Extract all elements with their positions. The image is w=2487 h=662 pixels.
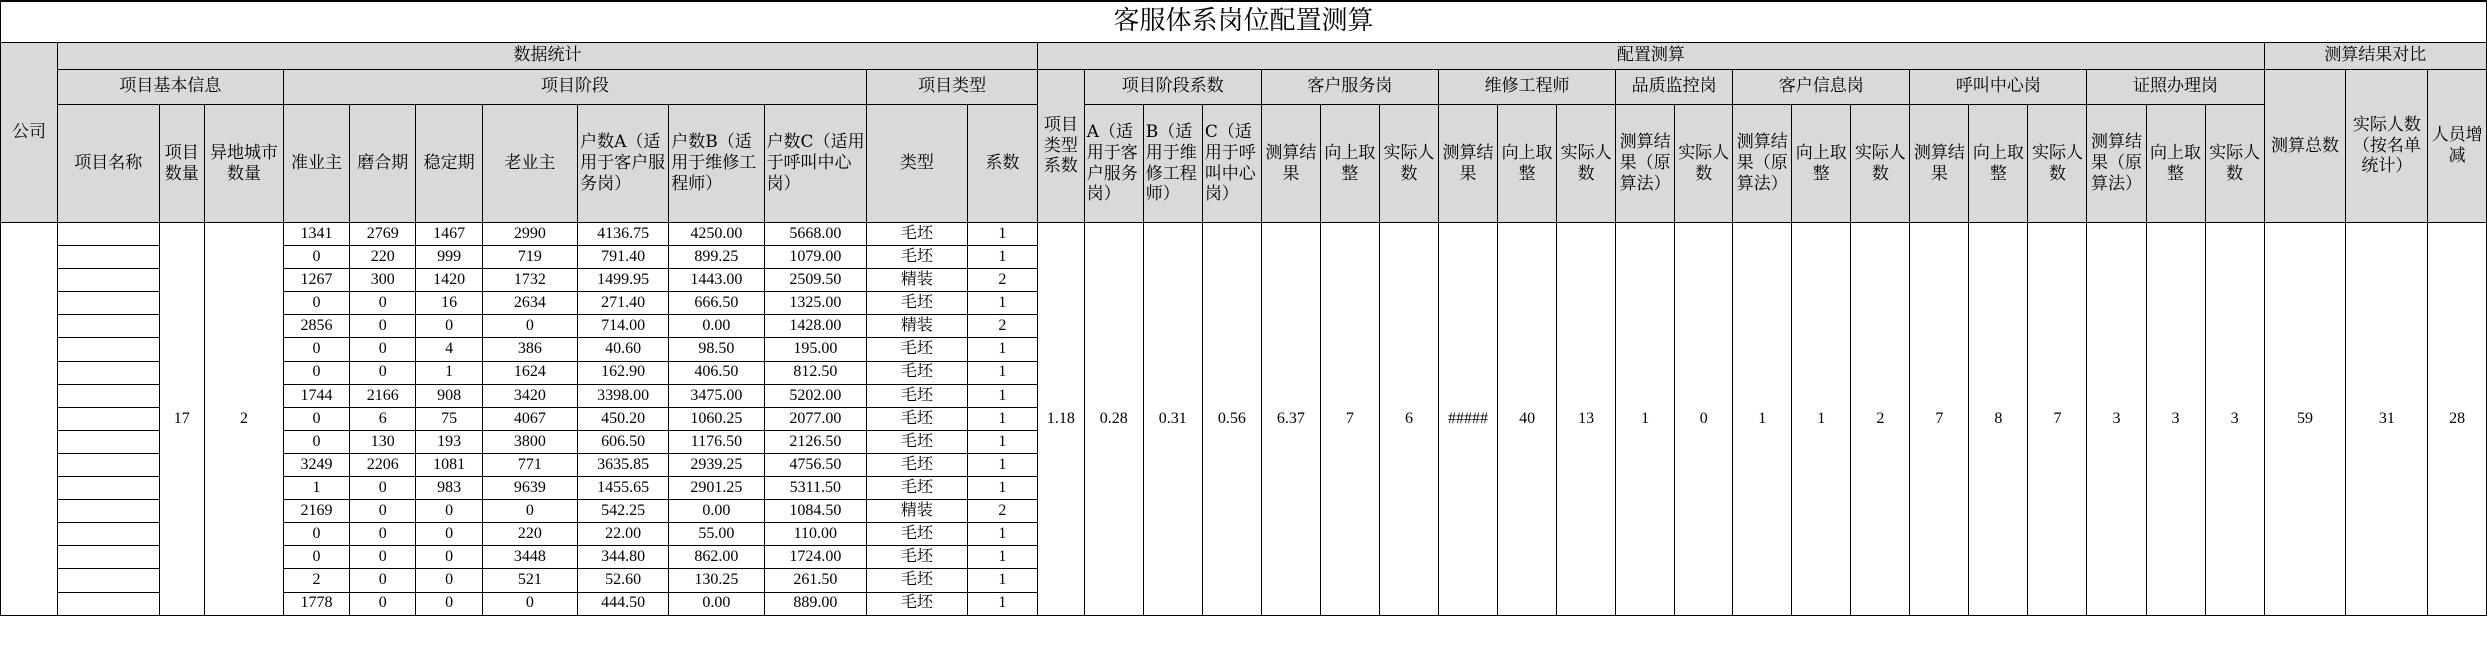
cs-calc-header: 测算结果 — [1261, 105, 1320, 223]
house-a-header: 户数A（适用于客户服务岗） — [578, 105, 669, 223]
project-name-cell — [57, 477, 159, 500]
project-name-cell — [57, 453, 159, 476]
a-coef-header: A（适用于客户服务岗） — [1084, 105, 1143, 223]
data-body — [1, 223, 2487, 616]
info-actual-header: 实际人数 — [1851, 105, 1910, 223]
type-cell: 毛坯 — [867, 477, 968, 500]
project-name-cell — [57, 269, 159, 292]
house-c-cell: 2077.00 — [764, 407, 867, 430]
project-count-header: 项目数量 — [159, 105, 205, 223]
old-owner-cell: 0 — [482, 500, 577, 523]
quasi-owner-header: 准业主 — [283, 105, 349, 223]
type-cell: 毛坯 — [867, 430, 968, 453]
stable-cell: 193 — [416, 430, 482, 453]
house-c-cell: 110.00 — [764, 523, 867, 546]
house-b-cell: 1443.00 — [669, 269, 764, 292]
old-owner-cell: 0 — [482, 592, 577, 615]
call-calc-value: 7 — [1910, 223, 1969, 616]
stable-cell: 0 — [416, 546, 482, 569]
coef-cell: 1 — [967, 569, 1037, 592]
type-header: 类型 — [867, 105, 968, 223]
maint-round-header: 向上取整 — [1498, 105, 1557, 223]
stable-cell: 16 — [416, 292, 482, 315]
company-header: 公司 — [1, 43, 58, 223]
running-in-cell: 0 — [350, 523, 416, 546]
old-owner-cell: 1624 — [482, 361, 577, 384]
quasi-owner-cell: 0 — [283, 246, 349, 269]
info-actual-value: 2 — [1851, 223, 1910, 616]
type-cell: 毛坯 — [867, 523, 968, 546]
house-a-cell: 542.25 — [578, 500, 669, 523]
type-cell: 毛坯 — [867, 569, 968, 592]
coef-cell: 1 — [967, 453, 1037, 476]
house-a-cell: 791.40 — [578, 246, 669, 269]
house-a-cell: 450.20 — [578, 407, 669, 430]
type-cell: 毛坯 — [867, 246, 968, 269]
house-a-cell: 444.50 — [578, 592, 669, 615]
info-round-header: 向上取整 — [1792, 105, 1851, 223]
remote-count-header: 异地城市数量 — [205, 105, 284, 223]
qc-calc-header: 测算结果（原算法） — [1616, 105, 1675, 223]
house-c-cell: 4756.50 — [764, 453, 867, 476]
house-a-cell: 22.00 — [578, 523, 669, 546]
coef-cell: 1 — [967, 292, 1037, 315]
type-cell: 毛坯 — [867, 546, 968, 569]
running-in-cell: 0 — [350, 338, 416, 361]
qc-calc-value: 1 — [1616, 223, 1675, 616]
type-cell: 毛坯 — [867, 338, 968, 361]
coef-cell: 1 — [967, 407, 1037, 430]
running-in-cell: 0 — [350, 315, 416, 338]
house-b-cell: 98.50 — [669, 338, 764, 361]
old-owner-cell: 4067 — [482, 407, 577, 430]
running-in-cell: 0 — [350, 592, 416, 615]
remote-count-value: 2 — [205, 223, 284, 616]
actual-total-header: 实际人数（按名单统计） — [2346, 70, 2428, 223]
type-cell: 精装 — [867, 315, 968, 338]
coef-cell: 1 — [967, 246, 1037, 269]
running-in-header: 磨合期 — [350, 105, 416, 223]
qc-actual-header: 实际人数 — [1675, 105, 1733, 223]
quasi-owner-cell: 1744 — [283, 384, 349, 407]
house-a-cell: 606.50 — [578, 430, 669, 453]
type-cell: 毛坯 — [867, 592, 968, 615]
type-cell: 精装 — [867, 500, 968, 523]
house-c-cell: 261.50 — [764, 569, 867, 592]
quasi-owner-cell: 1 — [283, 477, 349, 500]
data-stats-group: 数据统计 — [57, 43, 1037, 70]
type-cell: 毛坯 — [867, 292, 968, 315]
house-a-cell: 40.60 — [578, 338, 669, 361]
type-cell: 毛坯 — [867, 384, 968, 407]
stable-cell: 75 — [416, 407, 482, 430]
project-count-value: 17 — [159, 223, 205, 616]
coef-cell: 2 — [967, 315, 1037, 338]
house-a-cell: 344.80 — [578, 546, 669, 569]
running-in-cell: 6 — [350, 407, 416, 430]
old-owner-cell: 2990 — [482, 223, 577, 246]
table-row — [1, 223, 2487, 246]
maint-actual-header: 实际人数 — [1557, 105, 1616, 223]
house-c-cell: 1079.00 — [764, 246, 867, 269]
b-coef-value: 0.31 — [1143, 223, 1202, 616]
house-b-cell: 0.00 — [669, 500, 764, 523]
qc-subgroup: 品质监控岗 — [1616, 70, 1733, 105]
type-subgroup: 项目类型 — [867, 70, 1038, 105]
running-in-cell: 0 — [350, 477, 416, 500]
stable-cell: 1420 — [416, 269, 482, 292]
house-b-cell: 3475.00 — [669, 384, 764, 407]
staff-change-header: 人员增减 — [2428, 70, 2487, 223]
project-name-cell — [57, 407, 159, 430]
stable-cell: 0 — [416, 315, 482, 338]
house-a-cell: 162.90 — [578, 361, 669, 384]
company-cell — [1, 223, 58, 616]
cs-actual-header: 实际人数 — [1379, 105, 1438, 223]
house-b-header: 户数B（适用于维修工程师） — [669, 105, 764, 223]
info-round-value: 1 — [1792, 223, 1851, 616]
project-name-cell — [57, 523, 159, 546]
coef-cell: 1 — [967, 523, 1037, 546]
house-a-cell: 271.40 — [578, 292, 669, 315]
house-c-cell: 5202.00 — [764, 384, 867, 407]
project-name-cell — [57, 223, 159, 246]
old-owner-cell: 0 — [482, 315, 577, 338]
quasi-owner-cell: 0 — [283, 523, 349, 546]
running-in-cell: 2166 — [350, 384, 416, 407]
project-name-cell — [57, 500, 159, 523]
call-actual-value: 7 — [2028, 223, 2087, 616]
project-name-cell — [57, 315, 159, 338]
stable-cell: 999 — [416, 246, 482, 269]
cs-post-subgroup: 客户服务岗 — [1261, 70, 1438, 105]
house-c-cell: 1084.50 — [764, 500, 867, 523]
info-subgroup: 客户信息岗 — [1733, 70, 1910, 105]
type-cell: 毛坯 — [867, 223, 968, 246]
type-cell: 毛坯 — [867, 407, 968, 430]
house-b-cell: 130.25 — [669, 569, 764, 592]
running-in-cell: 220 — [350, 246, 416, 269]
old-owner-cell: 2634 — [482, 292, 577, 315]
house-b-cell: 0.00 — [669, 592, 764, 615]
running-in-cell: 2206 — [350, 453, 416, 476]
running-in-cell: 0 — [350, 569, 416, 592]
stable-cell: 1 — [416, 361, 482, 384]
project-name-cell — [57, 592, 159, 615]
house-a-cell: 1455.65 — [578, 477, 669, 500]
stable-cell: 4 — [416, 338, 482, 361]
cs-round-value: 7 — [1320, 223, 1379, 616]
quasi-owner-cell: 1267 — [283, 269, 349, 292]
call-round-value: 8 — [1969, 223, 2028, 616]
house-b-cell: 862.00 — [669, 546, 764, 569]
quasi-owner-cell: 0 — [283, 430, 349, 453]
a-coef-value: 0.28 — [1084, 223, 1143, 616]
cert-calc-header: 测算结果（原算法） — [2087, 105, 2146, 223]
house-b-cell: 406.50 — [669, 361, 764, 384]
stable-cell: 0 — [416, 500, 482, 523]
old-owner-cell: 3420 — [482, 384, 577, 407]
quasi-owner-cell: 0 — [283, 407, 349, 430]
house-a-cell: 714.00 — [578, 315, 669, 338]
quasi-owner-cell: 1341 — [283, 223, 349, 246]
cert-actual-header: 实际人数 — [2205, 105, 2264, 223]
old-owner-cell: 771 — [482, 453, 577, 476]
project-name-header: 项目名称 — [57, 105, 159, 223]
coef-cell: 2 — [967, 500, 1037, 523]
project-name-cell — [57, 361, 159, 384]
project-name-cell — [57, 430, 159, 453]
stable-cell: 0 — [416, 569, 482, 592]
calc-total-header: 测算总数 — [2264, 70, 2346, 223]
c-coef-value: 0.56 — [1202, 223, 1261, 616]
house-b-cell: 1060.25 — [669, 407, 764, 430]
old-owner-header: 老业主 — [482, 105, 577, 223]
house-b-cell: 899.25 — [669, 246, 764, 269]
type-cell: 精装 — [867, 269, 968, 292]
stable-cell: 1467 — [416, 223, 482, 246]
house-c-cell: 5311.50 — [764, 477, 867, 500]
stable-header: 稳定期 — [416, 105, 482, 223]
project-name-cell — [57, 384, 159, 407]
staff-change-value: 28 — [2428, 223, 2487, 616]
cert-round-header: 向上取整 — [2146, 105, 2205, 223]
house-a-cell: 3635.85 — [578, 453, 669, 476]
project-name-cell — [57, 546, 159, 569]
cs-calc-value: 6.37 — [1261, 223, 1320, 616]
old-owner-cell: 1732 — [482, 269, 577, 292]
quasi-owner-cell: 3249 — [283, 453, 349, 476]
project-name-cell — [57, 569, 159, 592]
house-c-cell: 195.00 — [764, 338, 867, 361]
cert-subgroup: 证照办理岗 — [2087, 70, 2264, 105]
maint-round-value: 40 — [1498, 223, 1557, 616]
stage-subgroup: 项目阶段 — [283, 70, 866, 105]
coef-cell: 1 — [967, 361, 1037, 384]
b-coef-header: B（适用于维修工程师） — [1143, 105, 1202, 223]
calc-total-value: 59 — [2264, 223, 2346, 616]
old-owner-cell: 386 — [482, 338, 577, 361]
stable-cell: 983 — [416, 477, 482, 500]
project-name-cell — [57, 246, 159, 269]
project-name-cell — [57, 338, 159, 361]
coef-cell: 1 — [967, 223, 1037, 246]
call-calc-header: 测算结果 — [1910, 105, 1969, 223]
quasi-owner-cell: 2 — [283, 569, 349, 592]
house-b-cell: 55.00 — [669, 523, 764, 546]
call-round-header: 向上取整 — [1969, 105, 2028, 223]
house-b-cell: 4250.00 — [669, 223, 764, 246]
house-c-cell: 812.50 — [764, 361, 867, 384]
coef-cell: 2 — [967, 269, 1037, 292]
house-b-cell: 1176.50 — [669, 430, 764, 453]
coef-cell: 1 — [967, 592, 1037, 615]
stable-cell: 0 — [416, 592, 482, 615]
type-coef-header: 项目类型系数 — [1038, 70, 1085, 223]
config-calc-group: 配置测算 — [1038, 43, 2265, 70]
running-in-cell: 0 — [350, 361, 416, 384]
house-b-cell: 2901.25 — [669, 477, 764, 500]
quasi-owner-cell: 2169 — [283, 500, 349, 523]
type-coef-value: 1.18 — [1038, 223, 1085, 616]
quasi-owner-cell: 2856 — [283, 315, 349, 338]
house-c-cell: 2126.50 — [764, 430, 867, 453]
maint-actual-value: 13 — [1557, 223, 1616, 616]
quasi-owner-cell: 1778 — [283, 592, 349, 615]
basic-info-subgroup: 项目基本信息 — [57, 70, 283, 105]
quasi-owner-cell: 0 — [283, 361, 349, 384]
running-in-cell: 0 — [350, 500, 416, 523]
maint-calc-header: 测算结果 — [1439, 105, 1498, 223]
cert-actual-value: 3 — [2205, 223, 2264, 616]
quasi-owner-cell: 0 — [283, 338, 349, 361]
maint-subgroup: 维修工程师 — [1439, 70, 1616, 105]
info-calc-header: 测算结果（原算法） — [1733, 105, 1792, 223]
running-in-cell: 2769 — [350, 223, 416, 246]
house-c-cell: 2509.50 — [764, 269, 867, 292]
cs-actual-value: 6 — [1379, 223, 1438, 616]
coef-cell: 1 — [967, 546, 1037, 569]
house-c-cell: 5668.00 — [764, 223, 867, 246]
cert-round-value: 3 — [2146, 223, 2205, 616]
quasi-owner-cell: 0 — [283, 546, 349, 569]
house-c-header: 户数C（适用于呼叫中心岗） — [764, 105, 867, 223]
house-a-cell: 52.60 — [578, 569, 669, 592]
stable-cell: 908 — [416, 384, 482, 407]
coef-cell: 1 — [967, 338, 1037, 361]
stage-coef-subgroup: 项目阶段系数 — [1084, 70, 1261, 105]
qc-actual-value: 0 — [1675, 223, 1733, 616]
type-cell: 毛坯 — [867, 453, 968, 476]
old-owner-cell: 9639 — [482, 477, 577, 500]
type-cell: 毛坯 — [867, 361, 968, 384]
c-coef-header: C（适用于呼叫中心岗） — [1202, 105, 1261, 223]
house-c-cell: 1325.00 — [764, 292, 867, 315]
coef-header: 系数 — [967, 105, 1037, 223]
house-c-cell: 1428.00 — [764, 315, 867, 338]
house-c-cell: 889.00 — [764, 592, 867, 615]
house-b-cell: 2939.25 — [669, 453, 764, 476]
old-owner-cell: 521 — [482, 569, 577, 592]
house-b-cell: 666.50 — [669, 292, 764, 315]
actual-total-value: 31 — [2346, 223, 2428, 616]
old-owner-cell: 220 — [482, 523, 577, 546]
call-actual-header: 实际人数 — [2028, 105, 2087, 223]
house-a-cell: 3398.00 — [578, 384, 669, 407]
coef-cell: 1 — [967, 477, 1037, 500]
running-in-cell: 130 — [350, 430, 416, 453]
stable-cell: 1081 — [416, 453, 482, 476]
house-c-cell: 1724.00 — [764, 546, 867, 569]
running-in-cell: 300 — [350, 269, 416, 292]
result-compare-group: 测算结果对比 — [2264, 43, 2486, 70]
stable-cell: 0 — [416, 523, 482, 546]
old-owner-cell: 719 — [482, 246, 577, 269]
house-b-cell: 0.00 — [669, 315, 764, 338]
house-a-cell: 4136.75 — [578, 223, 669, 246]
quasi-owner-cell: 0 — [283, 292, 349, 315]
old-owner-cell: 3448 — [482, 546, 577, 569]
maint-calc-value: ##### — [1439, 223, 1498, 616]
old-owner-cell: 3800 — [482, 430, 577, 453]
project-name-cell — [57, 292, 159, 315]
coef-cell: 1 — [967, 430, 1037, 453]
cert-calc-value: 3 — [2087, 223, 2146, 616]
cs-round-header: 向上取整 — [1320, 105, 1379, 223]
house-a-cell: 1499.95 — [578, 269, 669, 292]
running-in-cell: 0 — [350, 546, 416, 569]
running-in-cell: 0 — [350, 292, 416, 315]
coef-cell: 1 — [967, 384, 1037, 407]
info-calc-value: 1 — [1733, 223, 1792, 616]
call-subgroup: 呼叫中心岗 — [1910, 70, 2087, 105]
sheet-title: 客服体系岗位配置测算 — [1, 1, 2487, 43]
